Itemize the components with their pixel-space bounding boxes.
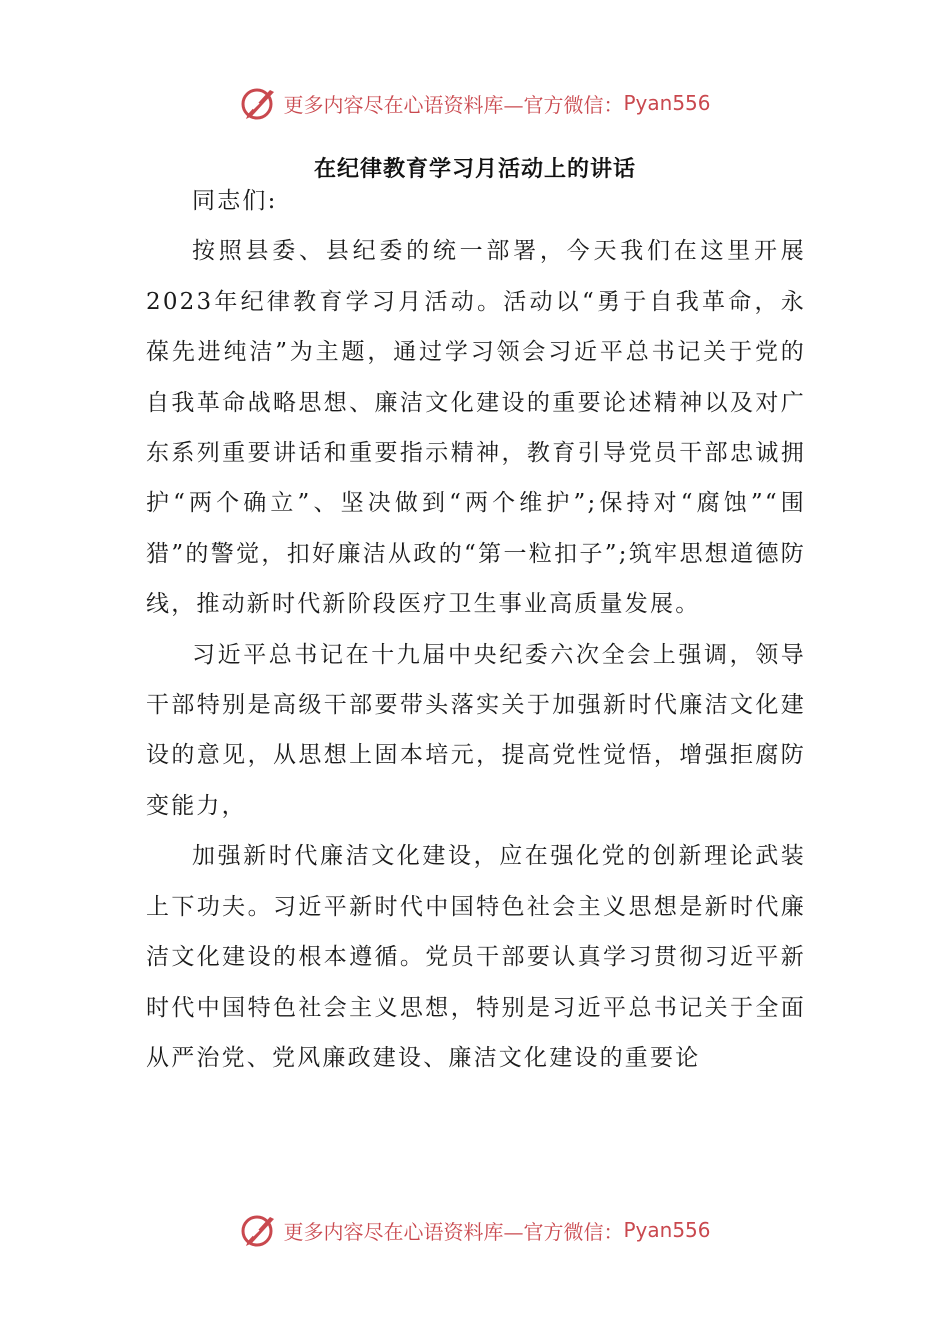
- header-watermark: [0, 78, 950, 128]
- salutation: 同志们:: [192, 188, 278, 214]
- document-title: 在纪律教育学习月活动上的讲话: [313, 157, 636, 182]
- paragraph-1: 按照县委、县纪委的统一部署，今天我们在这里开展2023年纪律教育学习月活动。活动以“勇于自我革命，永葆先进纯洁”为主题，通过学习领会习近平总书记关于党的自我革命战略思想、廉洁文化建设的重要论述精神以及对广东系列重要讲话和重要指示精神，教育引导党员干部忠诚拥护“两个确立”、坚决做到“两个维护”;保持对“腐蚀”“围猎”的警觉，扣好廉洁从政的“第一粒扣子”;筑牢思想道德防线，推动新时代新阶段医疗卫生事业高质量发展。: [146, 238, 806, 618]
- document-body: [146, 176, 806, 1083]
- paragraph-2: 习近平总书记在十九届中央纪委六次全会上强调，领导干部特别是高级干部要带头落实关于加强新时代廉洁文化建设的意见，从思想上固本培元，提高党性觉悟，增强拒腐防变能力，: [146, 641, 806, 819]
- wechat-id: Pyan556: [623, 1218, 711, 1242]
- pen-logo-icon: [239, 1210, 279, 1250]
- footer-watermark: [0, 1205, 950, 1255]
- paragraph-3: 加强新时代廉洁文化建设，应在强化党的创新理论武装上下功夫。习近平新时代中国特色社会主义思想是新时代廉洁文化建设的根本遵循。党员干部要认真学习贯彻习近平新时代中国特色社会主义思想，特别是习近平总书记关于全面从严治党、党风廉政建设、廉洁文化建设的重要论: [146, 843, 806, 1071]
- pen-logo-icon: [239, 83, 279, 123]
- watermark-text: 更多内容尽在心语资料库—官方微信：: [283, 92, 624, 117]
- watermark-text: 更多内容尽在心语资料库—官方微信：: [283, 1219, 624, 1244]
- wechat-id: Pyan556: [623, 91, 711, 115]
